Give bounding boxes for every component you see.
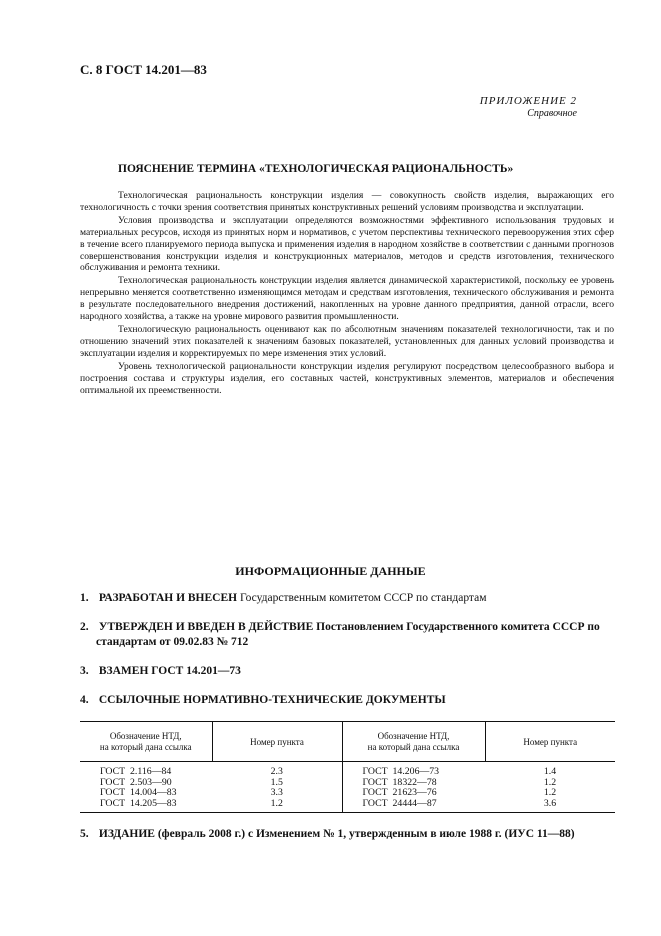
table-cell: ГОСТ 2.503—90 [100, 776, 172, 788]
info-item-2 [80, 620, 620, 650]
item-heading: ССЫЛОЧНЫЕ НОРМАТИВНО-ТЕХНИЧЕСКИЕ ДОКУМЕНТЫ [98, 694, 446, 706]
appendix-label [480, 95, 577, 119]
item-heading: ВЗАМЕН ГОСТ 14.201—73 [98, 665, 241, 677]
column-header [342, 722, 485, 762]
column-header [80, 722, 212, 762]
reference-documents-table [80, 721, 615, 813]
column-header-line: на который дана ссылка [367, 742, 460, 752]
info-section-title: ИНФОРМАЦИОННЫЕ ДАННЫЕ [235, 564, 426, 578]
column-header-line: на который дана ссылка [99, 742, 192, 752]
table-cell: 1.4 [543, 766, 557, 777]
table-cell: ГОСТ 21623—76 [342, 788, 485, 799]
table-cell: 1.2 [543, 776, 557, 788]
column-header-line: Обозначение НТД, [377, 731, 450, 741]
table-cell: 1.2 [543, 787, 557, 799]
column-header-line: Обозначение НТД, [109, 731, 182, 741]
item-text: Постановлением Государственного комитета СССР по [313, 621, 600, 633]
appendix-number: ПРИЛОЖЕНИЕ 2 [479, 95, 577, 107]
column-header: Номер пункта [212, 722, 342, 762]
table-cell: ГОСТ 2.116—84 [100, 766, 172, 777]
item-number: 5. [80, 828, 89, 840]
table-row [80, 799, 615, 813]
paragraph: Технологическую рациональность оценивают как по абсолютным значениям показателей технологичности, так и по отношению значений этих показателей к значениям базовых показателей, установленных для данных условий производства и эксплуатации изделия и корректируемых по мере изменения этих условий. [80, 323, 614, 359]
info-item-3 [80, 664, 620, 679]
item-number: 2. [80, 621, 89, 633]
table-cell: ГОСТ 14.205—83 [80, 799, 212, 813]
paragraph: Технологическая рациональность конструкции изделия — совокупность свойств изделия, выражающих его технологичность с точки зрения соответствия принятых конструктивных решений условиям производства и эксплуатации. [80, 190, 614, 213]
item-heading: УТВЕРЖДЕН И ВВЕДЕН В ДЕЙСТВИЕ [98, 621, 314, 633]
paragraph: Уровень технологической рациональности конструкции изделия регулируют посредством целесообразного выбора и построения состава и структуры изделия, его составных частей, конструктивных элементов, материалов и обеспечения оптимальной их преемственности. [80, 360, 614, 396]
table-cell: ГОСТ 14.004—83 [100, 787, 177, 799]
table-cell: 1.5 [270, 776, 283, 788]
item-heading: РАЗРАБОТАН И ВНЕСЕН [98, 592, 238, 604]
column-header: Номер пункта [485, 722, 615, 762]
appendix-type: Справочное [527, 108, 577, 119]
info-item-1 [80, 591, 620, 606]
table-header-row [80, 722, 615, 762]
info-item-4 [80, 693, 620, 708]
table-cell: 3.6 [485, 799, 615, 813]
table-cell: ГОСТ 18322—78 [342, 778, 485, 789]
item-number: 3. [80, 665, 89, 677]
paragraph: Условия производства и эксплуатации определяются возможностями эффективного использования трудовых и материальных ресурсов, исходя из принятых норм и нормативов, с учетом перспективы технического перевооружения этих сфер в течение всего планируемого периода выпуска и применения изделия в народном хозяйстве в соответствии с данными прогнозов совершенствования конструкции изделия и конструкционных материалов, методов и средств изготовления, технического обслуживания и ремонта техники. [80, 214, 614, 274]
item-heading: ИЗДАНИЕ (февраль 2008 г.) с Изменением № 1, утвержденным в июле 1988 г. (ИУС 11—88) [98, 828, 575, 840]
table-cell: ГОСТ 24444—87 [342, 799, 485, 813]
item-number: 1. [80, 592, 89, 604]
table-cell: 1.2 [212, 799, 342, 813]
table-cell: 3.3 [270, 787, 283, 799]
term-explanation-body [80, 190, 614, 397]
item-number: 4. [80, 694, 89, 706]
paragraph: Технологическая рациональность конструкции изделия является динамической характеристикой, поскольку ее уровень непрерывно меняется соответственно изменяющимся методам и средствам изготовления, технического обслуживания и ремонта в результате последовательного внедрения достижений, накопленных на уровне данного предприятия, данной отрасли, всего народного хозяйства, а также на уровне мирового развития промышленности. [80, 275, 614, 323]
item-text-continued: стандартам от 09.02.83 № 712 [96, 636, 249, 648]
item-text: Государственным комитетом СССР по стандартам [237, 592, 487, 604]
table-cell: 2.3 [270, 766, 283, 777]
page-header: С. 8 ГОСТ 14.201—83 [80, 62, 207, 77]
table-cell: ГОСТ 14.206—73 [342, 762, 485, 778]
info-item-5 [80, 827, 620, 842]
section-title: ПОЯСНЕНИЕ ТЕРМИНА «ТЕХНОЛОГИЧЕСКАЯ РАЦИОНАЛЬНОСТЬ» [118, 163, 514, 175]
table-row [80, 762, 615, 778]
